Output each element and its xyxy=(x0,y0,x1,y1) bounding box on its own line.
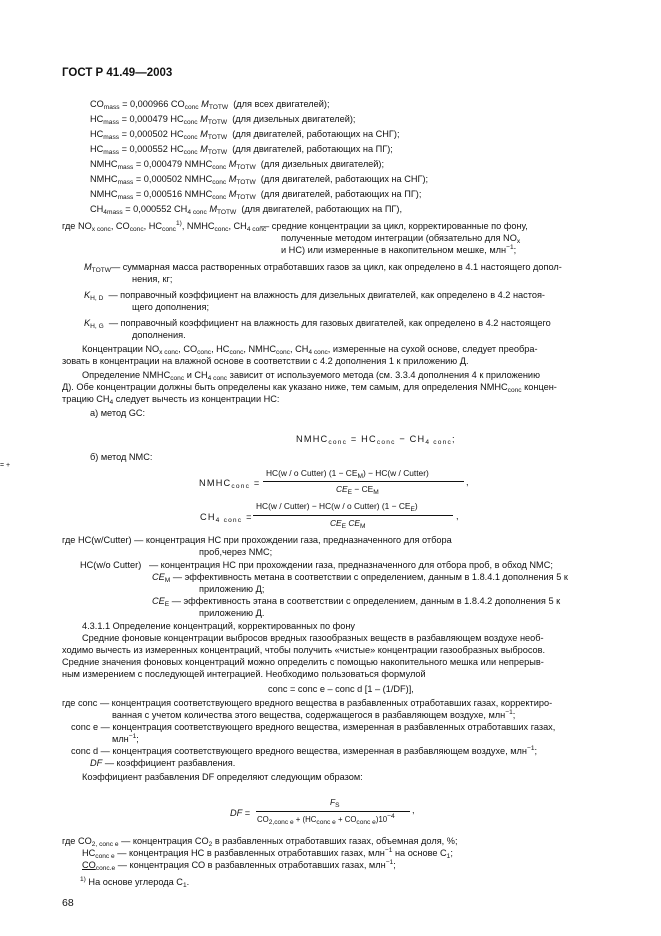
para-background-2: ходимо вычесть из измеренных концентраций, чтобы получить «чистые» концентрации газообразных выбросов. xyxy=(62,645,546,655)
section-title: 4.3.1.1 Определение концентраций, корректированных по фону xyxy=(82,621,356,631)
equation-ch4-denominator: $CE_E$ $CE_M$ xyxy=(330,518,366,530)
para-background-3: Средние значения фоновых концентраций можно определить с помощью накопительного мешка или непрерыв- xyxy=(62,657,544,667)
method-gc-label: а) метод GC: xyxy=(90,408,146,418)
def-k-hd-cont: щего дополнения; xyxy=(132,302,210,312)
equation-ch4-lhs: $CH_{4 conc}$ = xyxy=(200,512,253,524)
equation-nmhc-fraction-bar xyxy=(263,481,464,482)
def-conc-d: conc d — концентрация соответствующего вредного вещества, измеренная в разбавляющем воздухе, млн$^{-1}$; xyxy=(71,745,538,756)
para-nox-conversion-1: Концентрации $NO_{x conc}$, $CO_{conc}$, $HC_{conc}$, $NMHC_{conc}$, $CH_{4 conc}$, измеренные на сухой основе, следует преобра- xyxy=(82,344,538,356)
def-co-conc-e: $CO_{conc e}$ — концентрация СО в разбавленных отработавших газах, млн$^{-1}$; xyxy=(82,859,396,872)
document-header: ГОСТ Р 41.49—2003 xyxy=(62,67,173,79)
equation-ch4-fraction-bar xyxy=(253,515,453,516)
para-nox-conversion-2: зовать в концентрации на влажной основе в соответствии с 4.2 дополнения 1 к приложению Д. xyxy=(62,356,469,366)
para-background-4: ным измерением с последующей интеграцией. Необходимо пользоваться формулой xyxy=(62,669,426,679)
def-ce-m: $CE_M$ — эффективность метана в соответствии с определением, данным в 1.8.4.1 дополнения 5 к xyxy=(152,572,568,584)
mass-formula-line: $HC_{mass} = 0,000502$ $HC_{conc}$ $M_{TOTW}$ (для двигателей, работающих на СНГ); xyxy=(90,129,400,141)
def-hc-w-cutter-cont: проб,через NMC; xyxy=(199,547,273,557)
mass-formula-line: $HC_{mass} = 0,000552$ $HC_{conc}$ $M_{TOTW}$ (для двигателей, работающих на ПГ); xyxy=(90,144,393,156)
def-conc-e: conc e — концентрация соответствующего вредного вещества, измеренная в разбавленных отработавших газах, xyxy=(71,722,556,732)
def-k-hg-cont: дополнения. xyxy=(132,330,186,340)
para-nmhc-3: трацию $CH_4$ следует вычесть из концентрации НС: xyxy=(62,394,280,406)
equation-nmhc-comma: , xyxy=(466,477,469,487)
para-nmhc-1: Определение $NMHC_{conc}$ и $CH_{4 conc}$ зависит от используемого метода (см. 3.3.4 дополнения 4 к приложению xyxy=(82,370,540,382)
mass-formula-line: $NMHC_{mass} = 0,000479$ $NMHC_{conc}$ $M_{TOTW}$ (для дизельных двигателей); xyxy=(90,159,385,171)
equation-ch4-comma: , xyxy=(456,511,459,521)
para-df: Коэффициент разбавления DF определяют следующим образом: xyxy=(82,772,363,782)
where-conc-desc-3: и НС) или измеренные в накопительном мешке, млн$^{-1}$; xyxy=(281,244,517,255)
def-k-hg: $K_{H, G}$ — поправочный коэффициент на влажность для газовых двигателей, как определено в 4.2 настоящего xyxy=(84,318,551,330)
def-ce-e-cont: приложению Д. xyxy=(199,608,265,618)
def-co2-conc-e: где $CO_{2, conc e}$ — концентрация $CO_2$ в разбавленных отработавших газах, объемная доля, %; xyxy=(62,836,458,848)
method-nmc-label: б) метод NMC: xyxy=(90,452,153,462)
equation-nmhc-denominator: $CE_E - CE_M$ xyxy=(336,484,379,496)
def-hc-wo-cutter: HC(w/o Cutter) — концентрация НС при прохождении газа, предназначенного для отбора проб, в обход NMC; xyxy=(80,560,553,570)
margin-mark: = + xyxy=(0,462,11,469)
where-conc-desc-1: — средние концентрации за цикл, корректированные по фону, xyxy=(260,221,528,231)
equation-df-comma: , xyxy=(412,805,415,815)
def-hc-conc-e: $HC_{conc e}$ — концентрация НС в разбавленных отработавших газах, млн$^{-1}$ на основе $C_1$; xyxy=(82,847,453,860)
mass-formula-line: $NMHC_{mass} = 0,000502$ $NMHC_{conc}$ $M_{TOTW}$ (для двигателей, работающих на СНГ); xyxy=(90,174,429,186)
def-ce-e: $CE_E$ — эффективность этана в соответствии с определением, данным в 1.8.4.2 дополнения 5 к xyxy=(152,596,561,608)
mass-formula-line: $CO_{mass} = 0,000966$ $CO_{conc}$ $M_{TOTW}$ (для всех двигателей); xyxy=(90,99,330,111)
para-background-1: Средние фоновые концентрации выбросов вредных газообразных веществ в разбавляющем воздухе необ- xyxy=(82,633,544,643)
equation-df-numerator: $F_S$ xyxy=(330,797,340,809)
mass-formula-line: $CH_{4mass} = 0,000552$ $CH_{4 conc}$ $M_{TOTW}$ (для двигателей, работающих на ПГ), xyxy=(90,204,403,216)
def-conc-cont: ванная с учетом количества этого вещества, содержащегося в разбавляющем воздухе, млн$^{-1}$; xyxy=(112,709,516,720)
equation-df-denominator: $CO_{2,conc e} + (HC_{conc e} + CO_{conc e})10^{-4}$ xyxy=(257,813,395,826)
equation-df-lhs: DF = xyxy=(230,808,250,818)
equation-conc: conc = conc e – conc d [1 – (1/DF)], xyxy=(268,684,414,694)
where-conc-desc-2: полученные методом интеграции (обязательно для $NO_x$ xyxy=(281,233,521,245)
def-m-totw-cont: нения, кг; xyxy=(132,274,173,284)
def-hc-w-cutter: где HC(w/Cutter) — концентрация НС при прохождении газа, предназначенного для отбора xyxy=(62,535,452,545)
def-df: DF — коэффициент разбавления. xyxy=(90,758,236,768)
equation-ch4-numerator: HC(w / Cutter) − HC(w / o Cutter) $(1 - CE_E)$ xyxy=(256,501,418,513)
def-ce-m-cont: приложению Д; xyxy=(199,584,265,594)
def-conc-e-cont: млн$^{-1}$; xyxy=(112,733,139,744)
def-k-hd: $K_{H, D}$ — поправочный коэффициент на влажность для дизельных двигателей, как определено в 4.2 настоя- xyxy=(84,290,545,302)
equation-nmhc-lhs: $NMHC_{conc}$ = xyxy=(199,478,261,490)
equation-df-fraction-bar xyxy=(256,811,410,812)
footnote: $^{1)}$ На основе углерода $C_1$. xyxy=(80,876,190,889)
equation-nmhc-numerator: HC(w / o Cutter) $(1 - CE_M) - HC(w$ / Cutter) xyxy=(266,468,429,480)
def-m-totw: $M_{TOTW}—$ суммарная масса растворенных отработавших газов за цикл, как определено в 4.1 настоящего допол- xyxy=(84,262,562,274)
def-conc: где conc — концентрация соответствующего вредного вещества в разбавленных отработавших газах, корректиро- xyxy=(62,698,553,708)
para-nmhc-2: Д). Обе концентрации должны быть определены как указано ниже, тем самым, для определения $NMHC_{conc}$ концен- xyxy=(62,382,557,394)
mass-formula-line: $HC_{mass} = 0,000479$ $HC_{conc}$ $M_{TOTW}$ (для дизельных двигателей); xyxy=(90,114,356,126)
mass-formula-line: $NMHC_{mass} = 0,000516$ $NMHC_{conc}$ $M_{TOTW}$ (для двигателей, работающих на ПГ); xyxy=(90,189,422,201)
equation-gc: $NMHC_{conc} = HC_{conc} - CH_{4 conc}$; xyxy=(296,434,456,446)
where-conc-symbols: где $NO_{x conc}$, $CO_{conc}$, $HC_{conc}^{1)}$, $NMHC_{conc}$, $CH_{4 conc}$ xyxy=(62,220,267,233)
page-number: 68 xyxy=(62,897,74,909)
